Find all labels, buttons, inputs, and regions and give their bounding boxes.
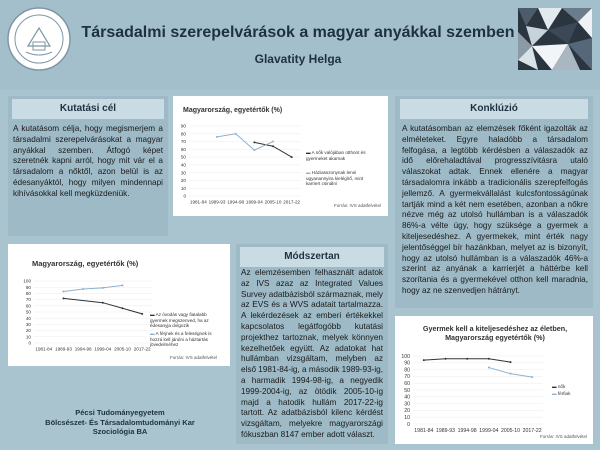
series-1-line: [64, 298, 143, 314]
chart-3-source: Forrás: IVS adatfelvétel: [540, 434, 588, 439]
y-tick-label: 30: [404, 401, 410, 408]
legend-swatch-icon: ▬: [306, 170, 312, 175]
conclusion-heading: Konklúzió: [400, 99, 588, 119]
y-tick-label: 40: [404, 394, 410, 401]
series-1-point: [141, 313, 143, 315]
y-tick-label: 10: [180, 185, 186, 191]
series-1-point: [445, 358, 447, 360]
series-1-point: [253, 141, 255, 143]
y-tick-label: 0: [183, 193, 186, 199]
series-2-point: [216, 136, 218, 138]
series-1-point: [488, 358, 490, 360]
legend-swatch-icon: ▬: [552, 384, 558, 389]
x-tick-label: 1989-93: [208, 199, 226, 205]
y-tick-label: 40: [180, 162, 186, 168]
series-1-point: [122, 307, 124, 309]
series-2-point: [488, 367, 490, 369]
series-2-line: [64, 285, 123, 291]
aim-text: A kutatásom célja, hogy megismerjem a társadalmi szerepelvárásokat a magyar anyákkal szemben. Átfogó képet szeretnék kapni arról, hogy mit vár el a társadalom a nőktől, azon belül is az édesanyáktól, hogy milyen mindennapi kihívásokkal kell megküzdeniük.: [13, 124, 163, 198]
chart-3-plot: [395, 316, 593, 444]
y-tick-label: 90: [404, 360, 410, 367]
chart-3-legend-2: [552, 391, 570, 397]
y-tick-label: 50: [180, 154, 186, 160]
poster-header: [0, 0, 600, 90]
chart-1-source: Forrás: IVS adatfelvétel: [334, 203, 382, 208]
x-tick-label: 1994-98: [457, 428, 477, 435]
chart-1-legend-1-text: A nők valójában otthont és gyermeket akarnak: [306, 150, 366, 161]
footer-university: Pécsi Tudományegyetem: [75, 408, 165, 417]
series-2-line: [217, 134, 273, 150]
chart-2-legend-2-text: A férjnek és a feleségnek is hozzá kell járulni a háztartás jövedelméhez: [150, 331, 212, 348]
chart-3-title: Gyermek kell a kiteljesedéshez az életben, Magyarország egyetértők (%): [422, 324, 568, 342]
series-2-point: [82, 288, 84, 290]
y-tick-label: 50: [25, 309, 31, 315]
y-tick-label: 70: [25, 297, 31, 303]
chart-3-legend-2-text: férfiak: [557, 391, 571, 396]
y-tick-label: 20: [25, 328, 31, 334]
y-tick-label: 10: [404, 415, 410, 422]
y-tick-label: 80: [180, 131, 186, 137]
x-tick-label: 2005-10: [500, 428, 521, 435]
y-tick-label: 60: [180, 146, 186, 152]
x-tick-label: 2005-10: [264, 199, 282, 205]
y-tick-label: 90: [180, 123, 186, 129]
x-tick-label: 1981-84: [189, 199, 207, 205]
x-tick-label: 1999-04: [245, 199, 263, 205]
series-2-line: [489, 368, 532, 378]
x-tick-label: 1981-84: [414, 428, 434, 435]
series-1-line: [254, 142, 291, 157]
series-1-point: [291, 156, 293, 158]
method-heading: Módszertan: [240, 247, 384, 267]
chart-1-legend-1: [306, 150, 370, 161]
y-tick-label: 50: [404, 387, 410, 394]
x-tick-label: 2017-22: [133, 346, 151, 352]
series-2-point: [102, 287, 104, 289]
series-1-point: [63, 297, 65, 299]
x-tick-label: 2005-10: [114, 346, 131, 352]
y-tick-label: 0: [28, 340, 31, 346]
chart-2-legend-2: [150, 331, 216, 348]
y-tick-label: 60: [25, 303, 31, 309]
series-2-point: [235, 133, 237, 135]
series-2-point: [510, 373, 512, 375]
y-tick-label: 80: [25, 291, 31, 297]
y-tick-label: 10: [25, 334, 31, 340]
method-text: Az elemzésemben felhasznált adatok az IVS azaz az Integrated Values Survey adatbázisból származnak, mely az EVS és a WVS adatait tartalmazza. A lekérdezések az emberi értékekkel kapcsolatos legátfogóbb kutatási projekthez tartoznak, melyek könnyen kezelhetőek együtt. Az adatokat hat hullámban vizsgáltam, melyben az első 1981-84-ig, a második 1989-93-ig, a harmadik 1994-98-ig, a negyedik 1999-2004-ig, az ötödik 2005-10-ig majd a hatodik hullám 2017-22-ig tartott. Az adatbázisból kilenc kérdést vizsgáltam, melyekre magyarországi fókuszban 8147 ember adott választ.: [241, 268, 384, 439]
series-1-point: [102, 302, 104, 304]
y-tick-label: 30: [25, 322, 31, 328]
y-tick-label: 0: [407, 421, 410, 428]
series-2-point: [122, 284, 124, 286]
chart-1-legend-2: [306, 170, 370, 187]
y-tick-label: 70: [180, 139, 186, 145]
institution-footer: [40, 408, 200, 437]
x-tick-label: 1989-93: [435, 428, 456, 435]
conclusion-text: A kutatásomban az elemzések főként igazolták az elméleteket. Egyre haladóbb a társadalom felfogása, a legtöbb kérdésben a válaszadók az idő előrehaladtával progresszívitásra utaló válaszokat adtak. Ennek ellenére a magyar társadalomra inkább a tradicionális szerepfelfogás jellemző. A gyermekvállalást kulcsfontosságúnak tartják mind a két nem esetében, azonban a nőkre nézve még az utolsó hullámban is a válaszadók 86%-a vélte úgy, hogy szüksége a gyermek a kiteljesedéshez. A gyermekek, mint érték nagy jelentőséggel bír hazánkban, melyet az is bizonyít, hogy az utolsó hullámban is a válaszadók 46%-a szerint az anyának a karrierjét a háttérbe kell szorítania és a gyermekével otthon kell maradnia, hogy az ne szenvedjen hátrányt.: [402, 124, 588, 295]
y-tick-label: 80: [404, 367, 410, 374]
chart-1-title: Magyarország, egyetértők (%): [183, 107, 283, 114]
series-2-point: [253, 149, 255, 151]
y-tick-label: 40: [25, 315, 31, 321]
poster-title: Társadalmi szerepelvárások a magyar anyákkal szemben: [81, 24, 515, 41]
legend-swatch-icon: ▬: [306, 150, 312, 155]
geometric-mosaic-icon: [518, 8, 592, 70]
series-1-point: [510, 361, 512, 363]
x-tick-label: 2017-22: [522, 428, 542, 435]
series-2-point: [63, 291, 65, 293]
footer-program: Szociológia BA: [92, 427, 148, 436]
series-1-point: [423, 359, 425, 361]
y-tick-label: 100: [23, 278, 31, 284]
x-tick-label: 1981-84: [35, 346, 53, 352]
y-tick-label: 60: [404, 381, 410, 388]
university-seal-logo: [6, 6, 72, 72]
chart-2-legend-1-text: Az óvodás vagy fiatalabb gyermek megszenved, ha az édesanyja dolgozik: [150, 312, 209, 329]
y-tick-label: 20: [404, 408, 410, 415]
chart-2-title: Magyarország, egyetértők (%): [32, 259, 139, 268]
legend-swatch-icon: ▬: [150, 312, 156, 317]
y-tick-label: 100: [401, 353, 410, 360]
legend-swatch-icon: ▬: [552, 391, 558, 396]
x-tick-label: 1999-04: [94, 346, 112, 352]
x-tick-label: 1999-04: [479, 428, 499, 435]
series-1-point: [466, 358, 468, 360]
footer-faculty: Bölcsészet- És Társadalomtudományi Kar: [45, 417, 195, 427]
chart-2-legend-1: [150, 312, 216, 329]
chart-1-legend-2-text: Háziasszonynak lenni ugyanannyira kielégítő, mint karriert csinálni: [306, 170, 364, 187]
chart-2-source: Forrás: IVS adatfelvétel: [170, 355, 218, 360]
series-1-point: [272, 145, 274, 147]
y-tick-label: 90: [25, 284, 31, 290]
series-2-point: [531, 376, 533, 378]
series-2-point: [272, 141, 274, 143]
chart-3-legend-1-text: nők: [557, 384, 566, 389]
aim-heading: Kutatási cél: [12, 99, 164, 119]
y-tick-label: 70: [404, 374, 410, 381]
x-tick-label: 1989-93: [55, 346, 72, 352]
legend-swatch-icon: ▬: [150, 331, 156, 336]
author-name: Glavatity Helga: [254, 52, 342, 66]
x-tick-label: 1994-98: [74, 346, 92, 352]
x-tick-label: 1994-98: [227, 199, 245, 205]
y-tick-label: 30: [180, 170, 186, 176]
x-tick-label: 2017-22: [283, 199, 301, 205]
chart-3-legend-1: [552, 384, 565, 390]
y-tick-label: 20: [180, 178, 186, 184]
